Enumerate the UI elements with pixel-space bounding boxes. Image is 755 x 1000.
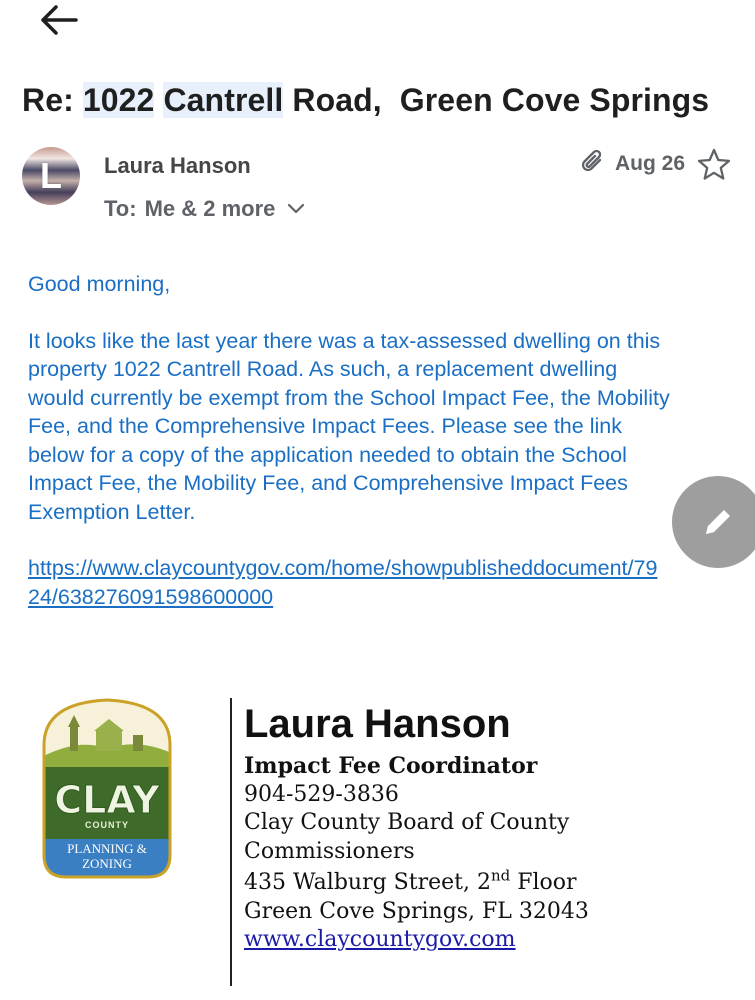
body-paragraph: It looks like the last year there was a tax-assessed dwelling on this property 1022 Cantrell Road. As such, a replacement dwelling would currently be exempt from the School Impact Fee, the Mobility Fee, and the Comprehensive Impact Fees. Please see the link below for a copy of the application needed to obtain the School Impact Fee, the Mobility Fee, and Comprehensive Impact Fees Exemption Letter. bbox=[28, 328, 670, 524]
greeting: Good morning, bbox=[28, 272, 171, 296]
back-button[interactable] bbox=[36, 2, 80, 38]
email-signature bbox=[244, 700, 744, 955]
email-subject: Re: 1022 Cantrell Road, Green Cove Springs bbox=[22, 82, 710, 118]
avatar-letter: L bbox=[40, 155, 62, 196]
compose-button[interactable] bbox=[672, 476, 755, 568]
back-arrow-icon bbox=[38, 4, 78, 36]
logo-planning-text: PLANNING & bbox=[67, 841, 147, 856]
signature-address: 435 Walburg Street, 2nd Floor bbox=[244, 866, 577, 895]
avatar[interactable] bbox=[22, 147, 80, 205]
clay-county-planning-zoning-logo bbox=[38, 697, 176, 879]
application-link[interactable]: https://www.claycountygov.com/home/showpublisheddocument/7924/638276091598600000 bbox=[28, 556, 658, 609]
to-label: To: bbox=[104, 196, 137, 221]
email-body bbox=[28, 270, 678, 611]
email-date: Aug 26 bbox=[615, 152, 686, 175]
signature-name: Laura Hanson bbox=[244, 702, 511, 746]
signature-organization: Clay County Board of County Commissioners bbox=[244, 810, 570, 864]
logo-zoning-text: ZONING bbox=[82, 856, 132, 871]
logo-clay-text: CLAY bbox=[54, 778, 160, 822]
signature-city: Green Cove Springs, FL 32043 bbox=[244, 898, 589, 924]
signature-website-link[interactable]: www.claycountygov.com bbox=[244, 927, 516, 952]
signature-title: Impact Fee Coordinator bbox=[244, 753, 538, 779]
signature-phone[interactable]: 904-529-3836 bbox=[244, 781, 399, 807]
recipients-toggle[interactable] bbox=[104, 196, 305, 222]
sender-name[interactable]: Laura Hanson bbox=[104, 153, 251, 178]
pencil-icon bbox=[698, 502, 738, 542]
subject-highlight-road: Cantrell bbox=[163, 82, 284, 118]
star-icon[interactable] bbox=[696, 147, 732, 183]
paperclip-icon bbox=[578, 146, 608, 176]
to-value: Me & 2 more bbox=[144, 196, 276, 221]
logo-county-text: COUNTY bbox=[85, 820, 129, 830]
subject-highlight-number: 1022 bbox=[82, 82, 155, 118]
chevron-down-icon bbox=[287, 203, 305, 215]
signature-divider bbox=[230, 698, 232, 986]
